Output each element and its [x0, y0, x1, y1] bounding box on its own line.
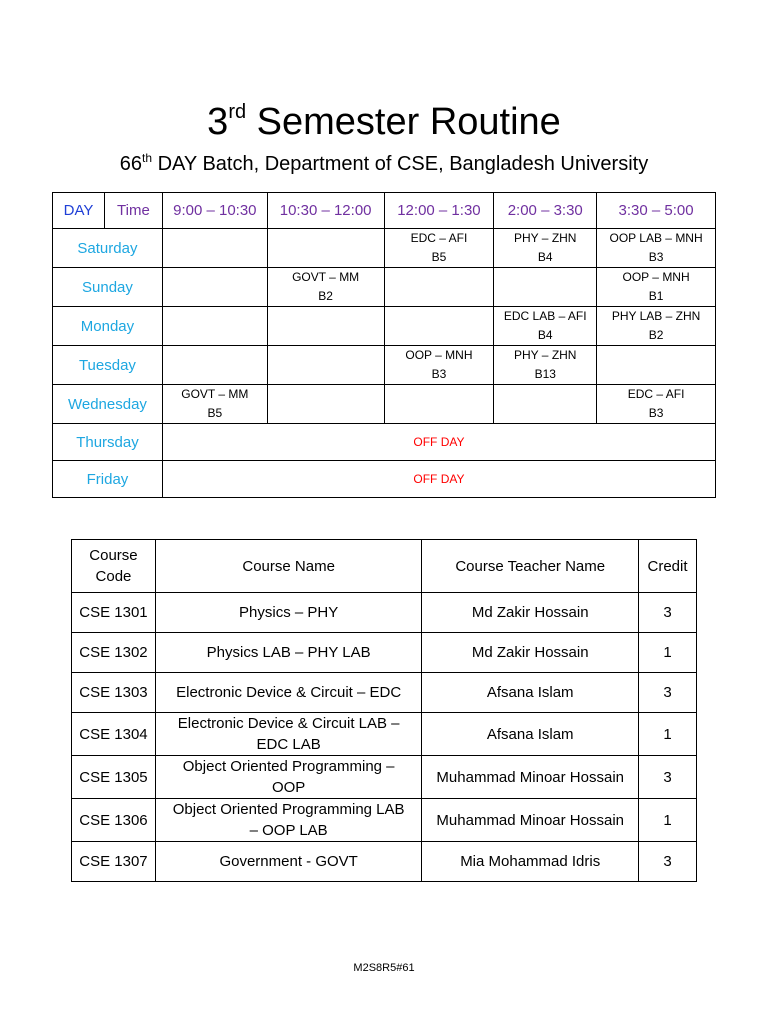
course-name: Physics – PHY	[155, 593, 422, 633]
course-code: CSE 1301	[72, 593, 156, 633]
time-header: Time	[104, 193, 162, 229]
course-row	[72, 633, 697, 673]
class-slot	[162, 346, 267, 385]
course-name: Object Oriented Programming LAB – OOP LAB	[155, 799, 422, 842]
off-day-label: OFF DAY	[162, 424, 715, 461]
routine-table	[52, 192, 716, 498]
course-row	[72, 673, 697, 713]
routine-row	[53, 346, 716, 385]
day-name: Monday	[53, 307, 163, 346]
class-slot: EDC LAB – AFI B4	[494, 307, 597, 346]
class-slot	[267, 346, 384, 385]
course-code-header: Course Code	[72, 540, 156, 593]
class-slot	[162, 229, 267, 268]
day-name: Tuesday	[53, 346, 163, 385]
class-slot: PHY – ZHN B13	[494, 346, 597, 385]
day-name: Wednesday	[53, 385, 163, 424]
course-header-row	[72, 540, 697, 593]
slot-header: 10:30 – 12:00	[267, 193, 384, 229]
off-day-label: OFF DAY	[162, 461, 715, 498]
class-slot	[494, 268, 597, 307]
page-subtitle: 66th DAY Batch, Department of CSE, Bangladesh University	[119, 151, 649, 175]
class-slot: PHY LAB – ZHN B2	[597, 307, 716, 346]
course-name: Electronic Device & Circuit LAB – EDC LAB	[155, 713, 422, 756]
routine-body	[53, 229, 716, 498]
slot-header: 12:00 – 1:30	[384, 193, 494, 229]
course-name: Electronic Device & Circuit – EDC	[155, 673, 422, 713]
course-row	[72, 593, 697, 633]
course-credit: 3	[639, 593, 697, 633]
course-teacher: Md Zakir Hossain	[422, 593, 639, 633]
class-slot: EDC – AFI B5	[384, 229, 494, 268]
course-teacher: Muhammad Minoar Hossain	[422, 756, 639, 799]
class-slot	[384, 268, 494, 307]
course-credit: 3	[639, 842, 697, 882]
course-teacher: Mia Mohammad Idris	[422, 842, 639, 882]
course-credit: 1	[639, 633, 697, 673]
course-row	[72, 756, 697, 799]
routine-header-row	[53, 193, 716, 229]
course-teacher: Md Zakir Hossain	[422, 633, 639, 673]
class-slot	[267, 229, 384, 268]
course-code: CSE 1302	[72, 633, 156, 673]
class-slot: OOP – MNH B1	[597, 268, 716, 307]
course-name: Government - GOVT	[155, 842, 422, 882]
routine-row	[53, 229, 716, 268]
class-slot: GOVT – MM B5	[162, 385, 267, 424]
course-credit: 3	[639, 673, 697, 713]
course-teacher: Muhammad Minoar Hossain	[422, 799, 639, 842]
routine-row	[53, 461, 716, 498]
course-name: Object Oriented Programming – OOP	[155, 756, 422, 799]
class-slot	[494, 385, 597, 424]
slot-header: 9:00 – 10:30	[162, 193, 267, 229]
slot-header: 2:00 – 3:30	[494, 193, 597, 229]
class-slot	[267, 385, 384, 424]
slot-header: 3:30 – 5:00	[597, 193, 716, 229]
class-slot: PHY – ZHN B4	[494, 229, 597, 268]
class-slot	[162, 268, 267, 307]
class-slot	[162, 307, 267, 346]
day-name: Sunday	[53, 268, 163, 307]
course-code: CSE 1304	[72, 713, 156, 756]
class-slot	[267, 307, 384, 346]
routine-row	[53, 385, 716, 424]
class-slot: EDC – AFI B3	[597, 385, 716, 424]
course-credit: 1	[639, 799, 697, 842]
course-table	[71, 539, 697, 882]
course-code: CSE 1303	[72, 673, 156, 713]
routine-row	[53, 268, 716, 307]
day-header: DAY	[53, 193, 105, 229]
course-credit-header: Credit	[639, 540, 697, 593]
page-title: 3rd Semester Routine	[207, 101, 561, 143]
footer-code: M2S8R5#61	[353, 962, 415, 974]
course-row	[72, 713, 697, 756]
course-teacher: Afsana Islam	[422, 713, 639, 756]
class-slot: OOP – MNH B3	[384, 346, 494, 385]
class-slot	[384, 307, 494, 346]
course-name-header: Course Name	[155, 540, 422, 593]
course-row	[72, 799, 697, 842]
course-code: CSE 1306	[72, 799, 156, 842]
routine-row	[53, 307, 716, 346]
course-code: CSE 1305	[72, 756, 156, 799]
day-name: Thursday	[53, 424, 163, 461]
course-teacher-header: Course Teacher Name	[422, 540, 639, 593]
course-row	[72, 842, 697, 882]
routine-row	[53, 424, 716, 461]
class-slot	[384, 385, 494, 424]
day-name: Saturday	[53, 229, 163, 268]
course-credit: 3	[639, 756, 697, 799]
course-credit: 1	[639, 713, 697, 756]
course-name: Physics LAB – PHY LAB	[155, 633, 422, 673]
course-body	[72, 593, 697, 882]
course-code: CSE 1307	[72, 842, 156, 882]
class-slot	[597, 346, 716, 385]
class-slot: OOP LAB – MNH B3	[597, 229, 716, 268]
course-teacher: Afsana Islam	[422, 673, 639, 713]
class-slot: GOVT – MM B2	[267, 268, 384, 307]
day-name: Friday	[53, 461, 163, 498]
